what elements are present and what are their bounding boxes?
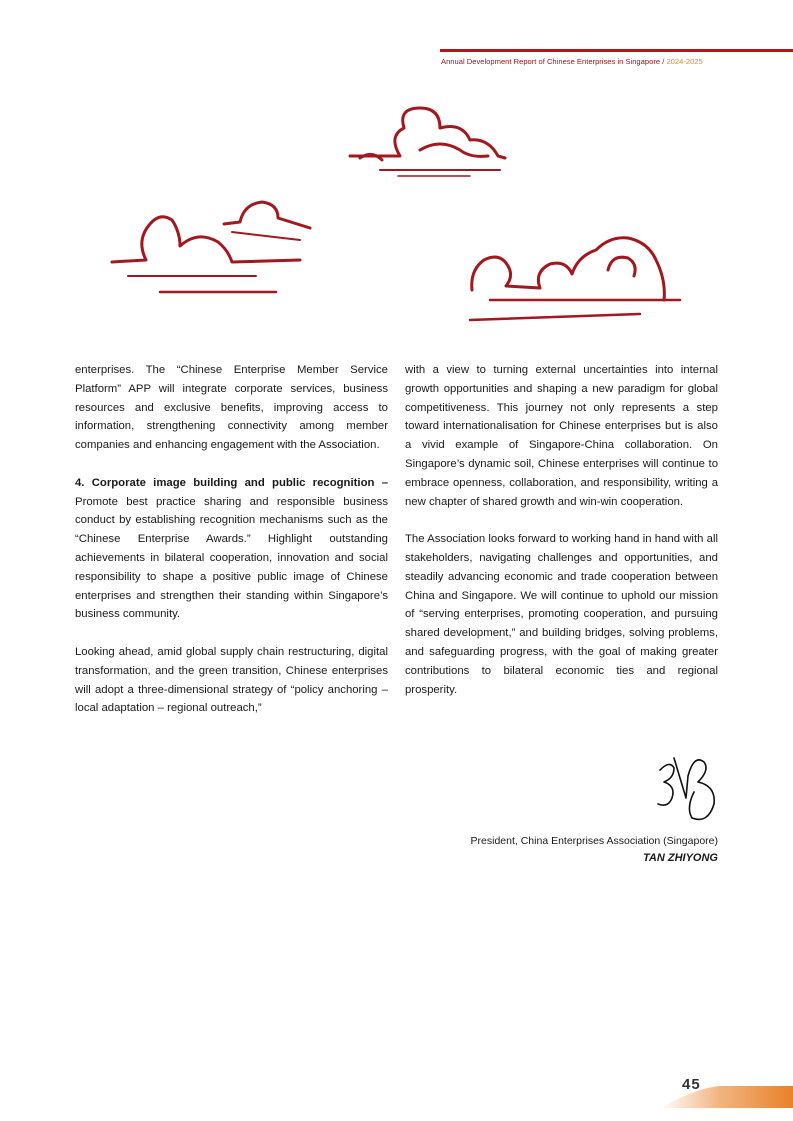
left-paragraph-2 bbox=[75, 474, 388, 624]
right-column bbox=[405, 361, 718, 718]
header-rule bbox=[440, 49, 793, 52]
left-paragraph-1: enterprises. The “Chinese Enterprise Member Service Platform” APP will integrate corporate services, business resources and exclusive benefits, improving access to information, strengthening connectivity among member companies and enhancing engagement with the Association. bbox=[75, 364, 388, 452]
signatory-title: President, China Enterprises Association (Singapore) bbox=[470, 835, 718, 847]
section-body: Promote best practice sharing and responsible business conduct by establishing recognition mechanisms such as the “Chinese Enterprise Awards.” Highlight outstanding achievements in bilateral cooperation, innovation and social responsibility to shape a positive public image of Chinese enterprises and strengthen their standing within Singapore’s business community. bbox=[75, 495, 388, 621]
right-paragraph-2: The Association looks forward to working hand in hand with all stakeholders, navigating challenges and opportunities, and steadily advancing economic and trade cooperation between China and Singapore. We will continue to uphold our mission of “serving enterprises, promoting cooperation, and pursuing shared development,” and building bridges, solving problems, and safeguarding progress, with the goal of making greater contributions to bilateral economic ties and regional prosperity. bbox=[405, 533, 718, 696]
left-column bbox=[75, 361, 388, 737]
report-year: 2024-2025 bbox=[666, 57, 703, 66]
page-number: 45 bbox=[682, 1076, 701, 1093]
running-header bbox=[441, 57, 703, 66]
cloud-pattern-icon bbox=[0, 100, 793, 330]
signatory-name: TAN ZHIYONG bbox=[643, 852, 718, 864]
page-tab-decoration bbox=[660, 1086, 793, 1108]
section-heading: 4. Corporate image building and public recognition – bbox=[75, 476, 388, 489]
left-paragraph-3: Looking ahead, amid global supply chain restructuring, digital transformation, and the green transition, Chinese enterprises will adopt a three-dimensional strategy of “policy anchoring – local adaptation – regional outreach,” bbox=[75, 645, 388, 715]
handwritten-signature-icon bbox=[652, 752, 722, 827]
right-paragraph-1: with a view to turning external uncertainties into internal growth opportunities and shaping a new paradigm for global competitiveness. This journey not only represents a step toward internationalisation for Chinese enterprises but is also a vivid example of Singapore-China collaboration. On Singapore’s dynamic soil, Chinese enterprises will continue to embrace openness, collaboration, and responsibility, writing a new chapter of shared growth and win-win cooperation. bbox=[405, 364, 718, 508]
report-title: Annual Development Report of Chinese Enterprises in Singapore / bbox=[441, 57, 665, 66]
